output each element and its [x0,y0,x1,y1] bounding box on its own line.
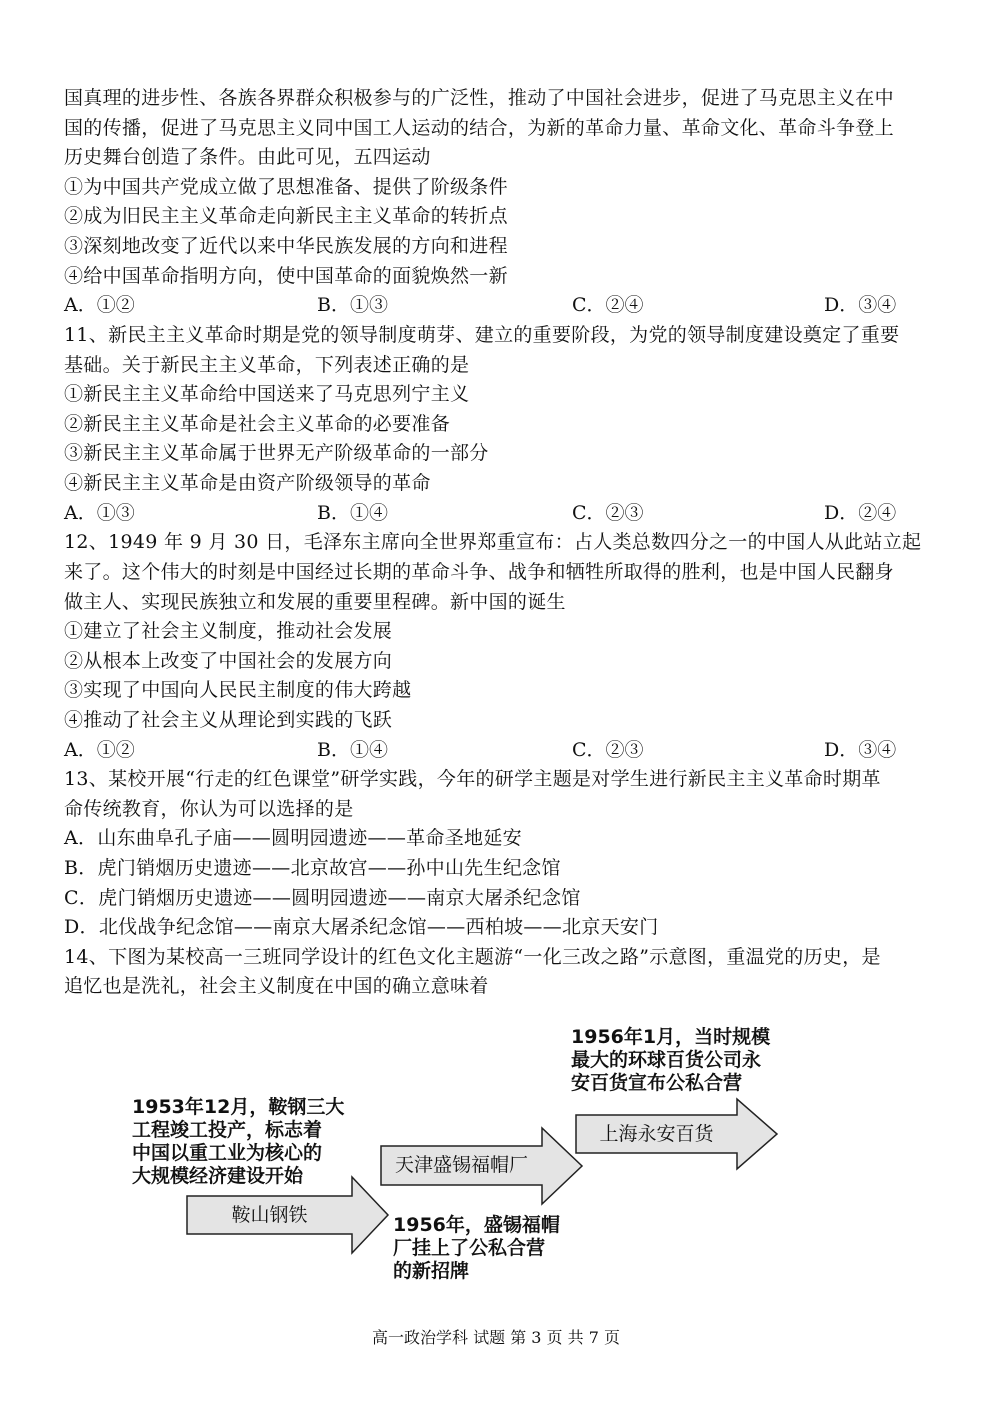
note-shanghai-line-3: 安百货宣布公私合营 [571,1072,743,1094]
note-shanghai-line-2: 最大的环球百货公司永 [571,1049,762,1071]
page-footer: 高一政治学科 试题 第 3 页 共 7 页 [372,1328,620,1347]
q11-option-c: C．②③ [572,502,644,524]
q11-option-a: A．①③ [64,502,135,524]
q11-item-2: ②新民主主义革命是社会主义革命的必要准备 [64,413,451,435]
q12-option-d: D．③④ [824,739,897,761]
note-tianjin-line-2: 厂挂上了公私合营 [393,1237,546,1259]
q14-stem-line-2: 追忆也是洗礼，社会主义制度在中国的确立意味着 [64,975,489,997]
q10-option-d: D．③④ [824,294,897,316]
note-shanghai-line-1: 1956年1月，当时规模 [571,1026,771,1048]
q11-stem-line-2: 基础。关于新民主主义革命，下列表述正确的是 [64,354,470,376]
q11-item-1: ①新民主主义革命给中国送来了马克思列宁主义 [64,383,470,405]
q10-option-b: B．①③ [317,294,388,316]
q12-item-1: ①建立了社会主义制度，推动社会发展 [64,620,393,642]
q11-item-3: ③新民主主义革命属于世界无产阶级革命的一部分 [64,442,489,464]
q13-stem-line-1: 13、某校开展“行走的红色课堂”研学实践，今年的研学主题是对学生进行新民主主义革命时期革 [64,768,881,790]
q12-stem-line-2: 来了。这个伟大的时刻是中国经过长期的革命斗争、战争和牺牲所取得的胜利，也是中国人民翻身 [64,561,894,583]
q13-option-b: B．虎门销烟历史遗迹——北京故宫——孙中山先生纪念馆 [64,857,561,879]
q14-stem-line-1: 14、下图为某校高一三班同学设计的红色文化主题游“一化三改之路”示意图，重温党的历史，是 [64,946,881,968]
q11-option-b: B．①④ [317,502,388,524]
arrow-label-anshan: 鞍山钢铁 [231,1204,308,1226]
q10-stem-line-2: 国的传播，促进了马克思主义同中国工人运动的结合，为新的革命力量、革命文化、革命斗争登上 [64,117,894,139]
q10-item-4: ④给中国革命指明方向，使中国革命的面貌焕然一新 [64,265,508,287]
q13-stem-line-2: 命传统教育，你认为可以选择的是 [64,798,354,820]
q11-item-4: ④新民主主义革命是由资产阶级领导的革命 [64,472,431,494]
q10-options [64,290,934,320]
q10-option-c: C．②④ [572,294,644,316]
q10-stem-line-3: 历史舞台创造了条件。由此可见，五四运动 [64,146,431,168]
note-anshan-line-3: 中国以重工业为核心的 [132,1142,323,1164]
arrow-label-tianjin: 天津盛锡福帽厂 [394,1154,528,1176]
q11-options [64,498,934,528]
q12-item-3: ③实现了中国向人民民主制度的伟大跨越 [64,679,412,701]
q12-stem-line-1: 12、1949 年 9 月 30 日，毛泽东主席向全世界郑重宣布：占人类总数四分之一的中国人从此站立起 [64,531,922,553]
q13-option-d: D．北伐战争纪念馆——南京大屠杀纪念馆——西柏坡——北京天安门 [64,916,659,938]
note-tianjin-line-3: 的新招牌 [393,1260,470,1282]
note-anshan-line-4: 大规模经济建设开始 [132,1165,304,1187]
q12-item-2: ②从根本上改变了中国社会的发展方向 [64,650,393,672]
route-diagram [120,1015,820,1305]
q13-option-a: A．山东曲阜孔子庙——圆明园遗迹——革命圣地延安 [64,827,522,849]
q12-options [64,735,934,765]
q12-option-b: B．①④ [317,739,388,761]
q11-option-d: D．②④ [824,502,897,524]
q10-item-1: ①为中国共产党成立做了思想准备、提供了阶级条件 [64,176,508,198]
q10-item-3: ③深刻地改变了近代以来中华民族发展的方向和进程 [64,235,508,257]
q10-option-a: A．①② [64,294,135,316]
note-anshan-line-2: 工程竣工投产，标志着 [132,1119,323,1141]
q13-option-c: C．虎门销烟历史遗迹——圆明园遗迹——南京大屠杀纪念馆 [64,887,581,909]
q12-option-a: A．①② [64,739,135,761]
q12-item-4: ④推动了社会主义从理论到实践的飞跃 [64,709,393,731]
note-tianjin-line-1: 1956年，盛锡福帽 [393,1214,560,1236]
q11-stem-line-1: 11、新民主主义革命时期是党的领导制度萌芽、建立的重要阶段，为党的领导制度建设奠定了重要 [64,324,900,346]
q10-stem-line-1: 国真理的进步性、各族各界群众积极参与的广泛性，推动了中国社会进步，促进了马克思主义在中 [64,87,894,109]
q12-option-c: C．②③ [572,739,644,761]
note-anshan-line-1: 1953年12月，鞍钢三大 [132,1096,345,1118]
q12-stem-line-3: 做主人、实现民族独立和发展的重要里程碑。新中国的诞生 [64,591,566,613]
q10-item-2: ②成为旧民主主义革命走向新民主主义革命的转折点 [64,205,508,227]
arrow-label-shanghai: 上海永安百货 [599,1123,714,1145]
